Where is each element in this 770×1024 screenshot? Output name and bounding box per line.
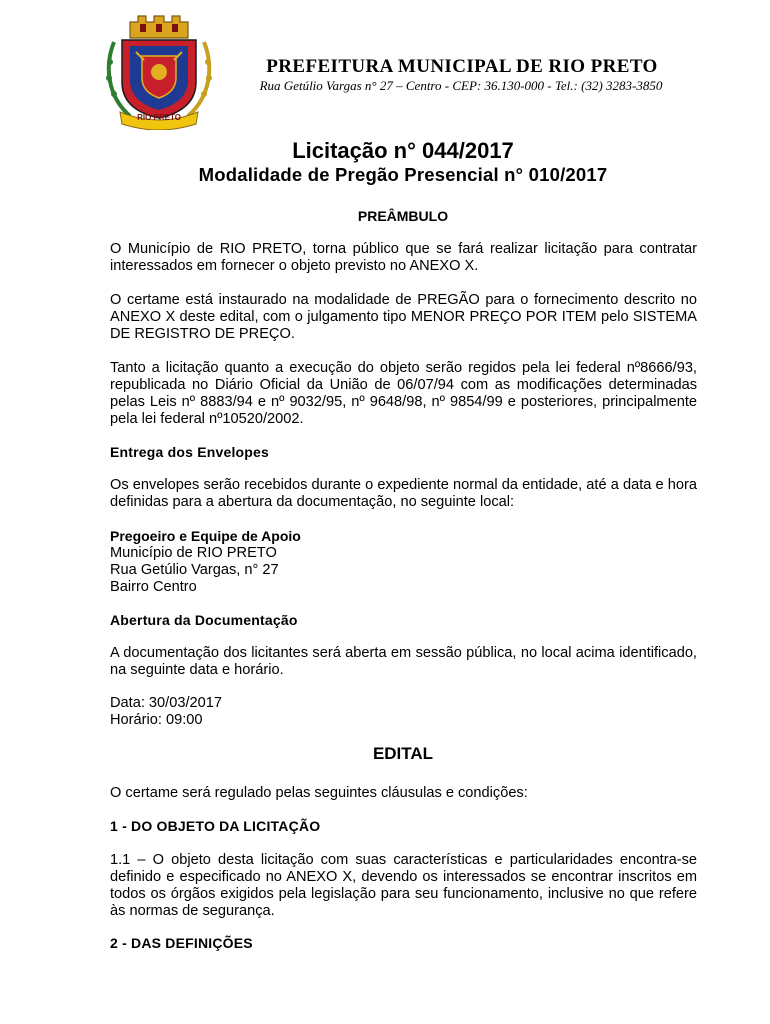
opening-text: A documentação dos licitantes será aberta em sessão pública, no local acima identificado, na seguinte data e horário. bbox=[110, 645, 697, 678]
bid-title: Licitação n° 044/2017 bbox=[292, 138, 514, 163]
delivery-text: Os envelopes serão recebidos durante o expediente normal da entidade, até a data e hora definidas para a abertura da documentação, no seguinte local: bbox=[110, 477, 697, 510]
section-1-text: 1.1 – O objeto desta licitação com suas características e particularidades encontra-se definido e especificado no ANEXO X, devendo os interessados se encontrar inscritos em todos os órgãos exigidos pela legislação para seu funcionamento, inclusive no que refere às normas de segurança. bbox=[110, 852, 697, 919]
edital-intro-paragraph bbox=[110, 785, 697, 802]
preamble-paragraph-3 bbox=[110, 360, 697, 428]
organization-address: Rua Getúlio Vargas n° 27 – Centro - CEP: 36.130-000 - Tel.: (32) 3283-3850 bbox=[259, 78, 663, 93]
preamble-paragraph-2 bbox=[110, 292, 697, 343]
opening-heading: Abertura da Documentação bbox=[110, 612, 298, 628]
preamble-text-2: O certame está instaurado na modalidade de PREGÃO para o fornecimento descrito no ANEXO X deste edital, com o julgamento tipo MENOR PREÇO POR ITEM pelo SISTEMA DE REGISTRO DE PREÇO. bbox=[110, 292, 697, 342]
address-line-1: Município de RIO PRETO bbox=[110, 545, 277, 561]
preamble-text-1: O Município de RIO PRETO, torna público que se fará realizar licitação para contratar interessados em fornecer o objeto previsto no ANEXO X. bbox=[110, 241, 697, 274]
section-1-heading: 1 - DO OBJETO DA LICITAÇÃO bbox=[110, 818, 321, 834]
delivery-address bbox=[110, 528, 697, 596]
delivery-heading: Entrega dos Envelopes bbox=[110, 444, 270, 460]
bid-modality: Modalidade de Pregão Presencial n° 010/2017 bbox=[198, 164, 608, 185]
crest-banner-text: RIO PRETO bbox=[137, 113, 181, 122]
opening-date: Data: 30/03/2017 bbox=[110, 695, 222, 711]
address-line-2: Rua Getúlio Vargas, n° 27 bbox=[110, 562, 279, 578]
section-2-heading: 2 - DAS DEFINIÇÕES bbox=[110, 935, 253, 951]
edital-heading: EDITAL bbox=[372, 744, 434, 763]
opening-paragraph bbox=[110, 645, 697, 679]
organization-name: PREFEITURA MUNICIPAL DE RIO PRETO bbox=[266, 56, 658, 77]
preamble-paragraph-1 bbox=[110, 241, 697, 275]
preamble-text-3: Tanto a licitação quanto a execução do objeto serão regidos pela lei federal nº8666/93, republicada no Diário Oficial da União de 06/07/94 com as modificações determinadas pelas Leis nº 8883/94 e nº 9032/95, nº 9648/98, nº 9854/99 e posteriores, principalmente pela lei federal nº10520/2002. bbox=[110, 360, 697, 427]
opening-time: Horário: 09:00 bbox=[110, 712, 203, 728]
preamble-heading: PREÂMBULO bbox=[357, 208, 449, 224]
opening-schedule bbox=[110, 695, 697, 729]
section-1-paragraph bbox=[110, 852, 697, 920]
edital-intro: O certame será regulado pelas seguintes cláusulas e condições: bbox=[110, 785, 528, 801]
address-title: Pregoeiro e Equipe de Apoio bbox=[110, 528, 301, 544]
address-line-3: Bairro Centro bbox=[110, 579, 197, 595]
delivery-paragraph bbox=[110, 477, 697, 511]
